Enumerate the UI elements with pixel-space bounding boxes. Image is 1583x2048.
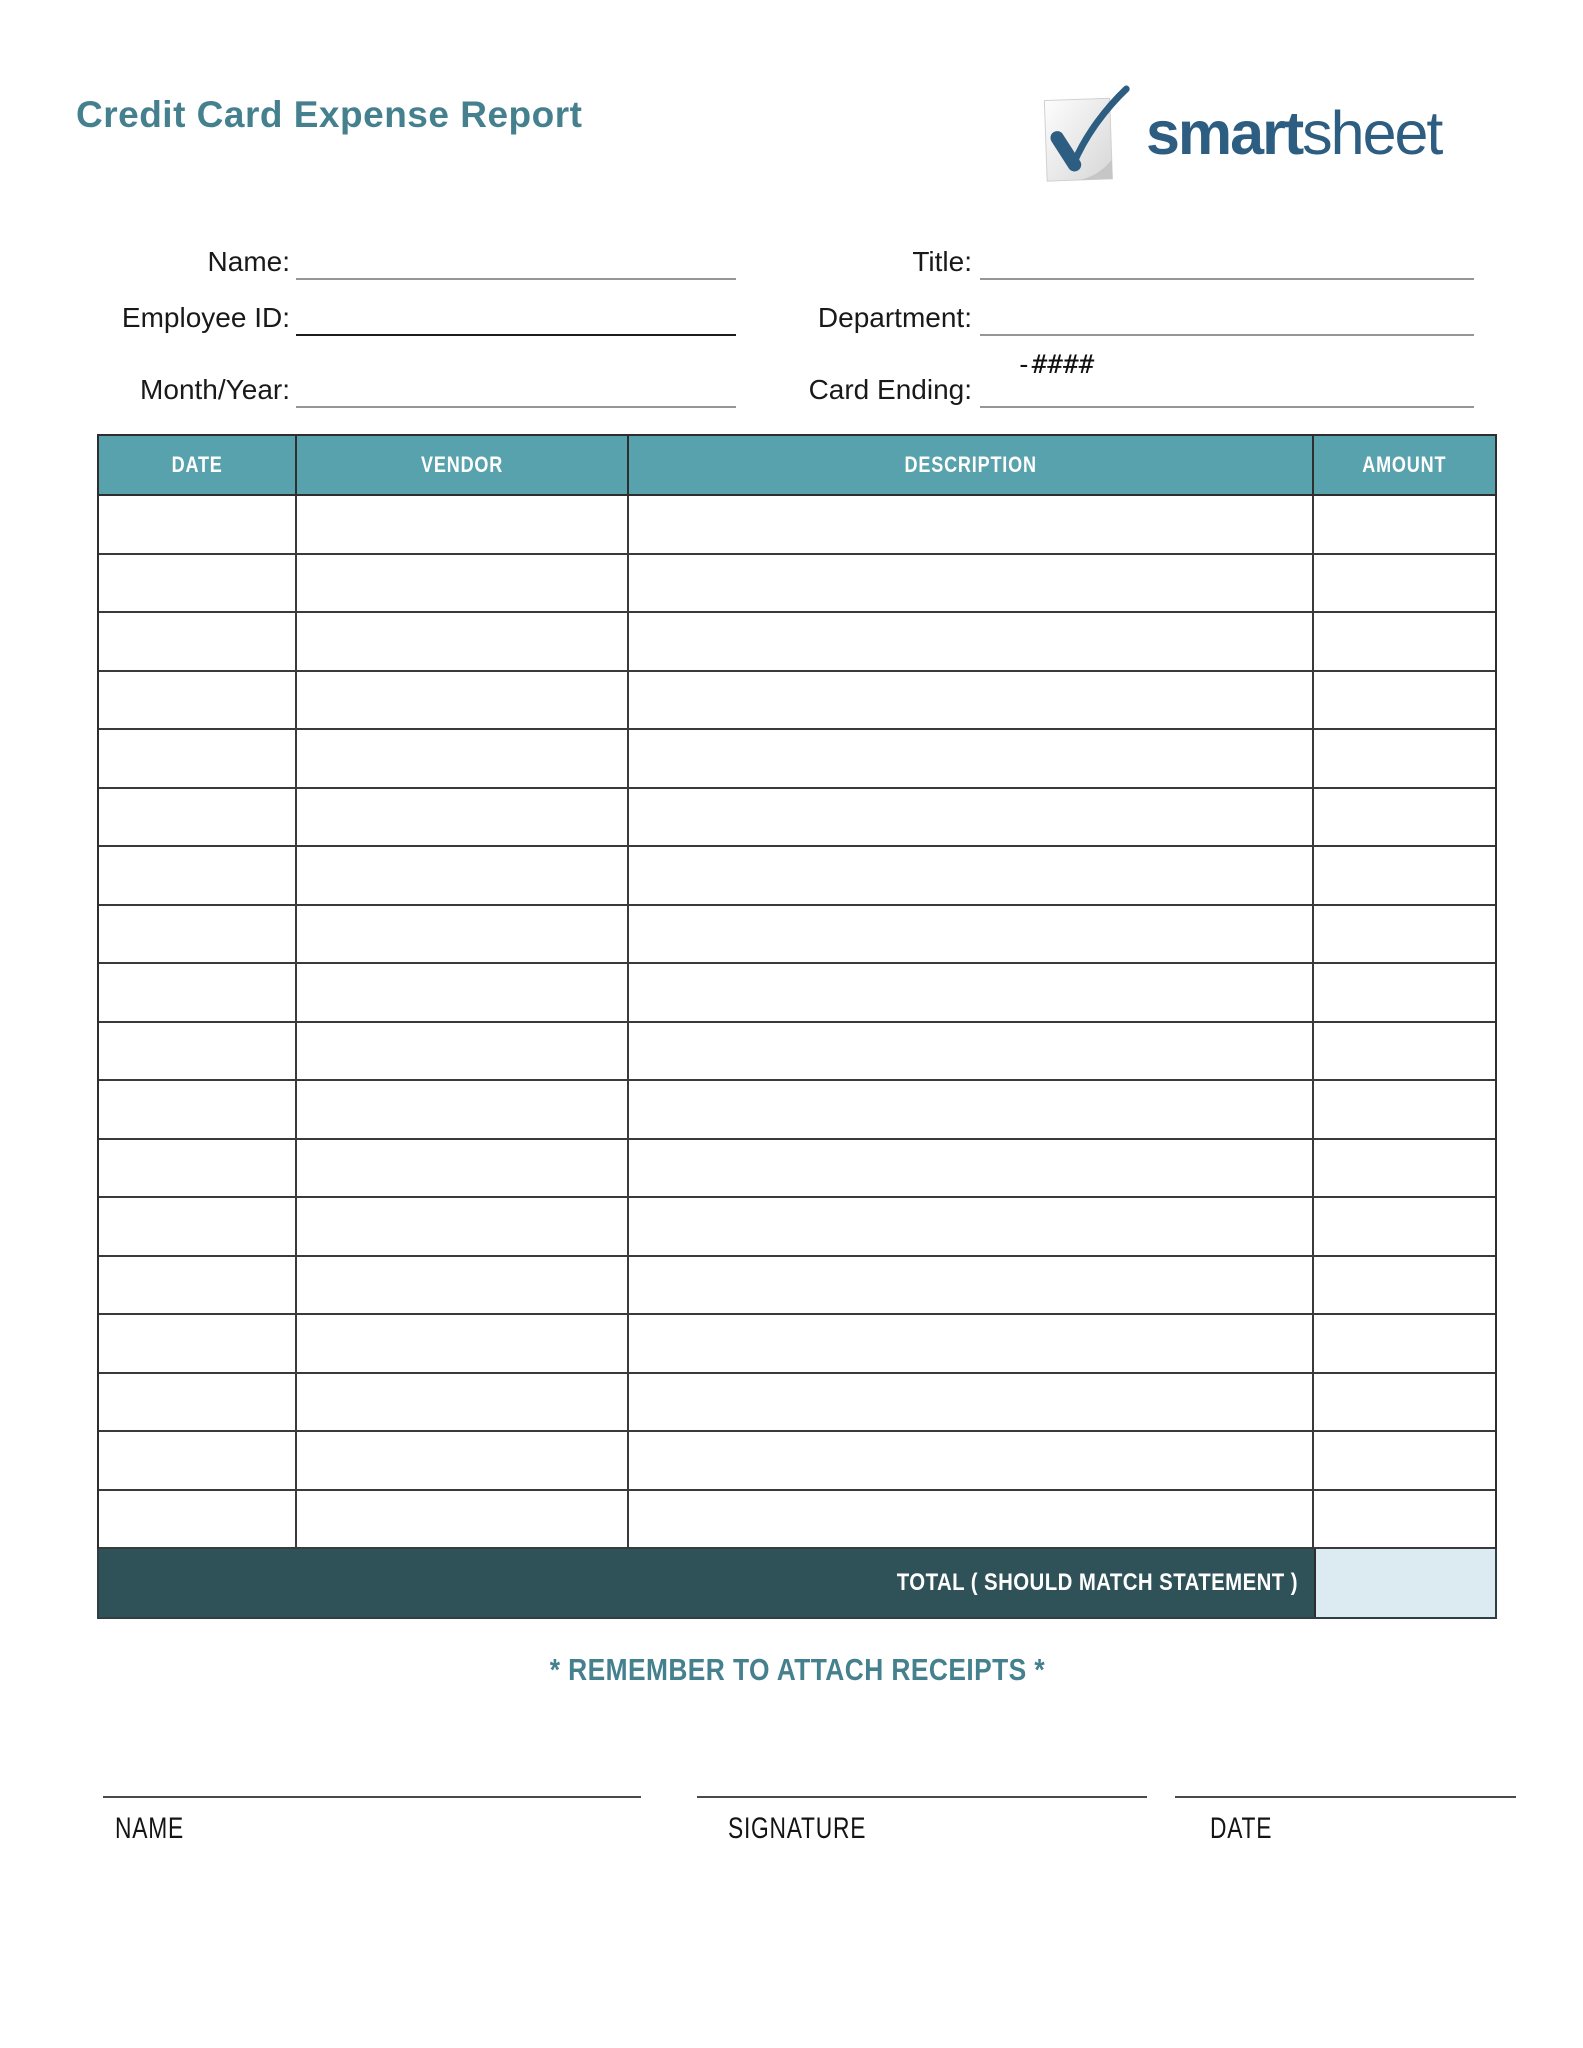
month-year-input-line[interactable] bbox=[296, 406, 736, 408]
department-input-line[interactable] bbox=[980, 334, 1474, 336]
table-cell[interactable] bbox=[297, 1257, 629, 1314]
signature-signature-line[interactable] bbox=[697, 1796, 1147, 1798]
table-cell[interactable] bbox=[297, 1315, 629, 1372]
table-cell[interactable] bbox=[629, 847, 1314, 904]
table-cell[interactable] bbox=[1314, 964, 1495, 1021]
table-cell[interactable] bbox=[297, 613, 629, 670]
column-header-vendor: VENDOR bbox=[297, 436, 629, 494]
table-cell[interactable] bbox=[629, 1198, 1314, 1255]
table-cell[interactable] bbox=[297, 1081, 629, 1138]
table-cell[interactable] bbox=[629, 613, 1314, 670]
table-cell[interactable] bbox=[297, 672, 629, 729]
table-row bbox=[99, 672, 1495, 731]
table-row bbox=[99, 789, 1495, 848]
table-cell[interactable] bbox=[297, 1432, 629, 1489]
table-cell[interactable] bbox=[99, 1315, 297, 1372]
table-cell[interactable] bbox=[99, 672, 297, 729]
table-cell[interactable] bbox=[1314, 730, 1495, 787]
attach-receipts-note: * REMEMBER TO ATTACH RECEIPTS * bbox=[549, 1652, 1045, 1687]
table-cell[interactable] bbox=[99, 730, 297, 787]
table-cell[interactable] bbox=[297, 906, 629, 963]
table-cell[interactable] bbox=[1314, 1432, 1495, 1489]
table-cell[interactable] bbox=[99, 789, 297, 846]
table-cell[interactable] bbox=[297, 1140, 629, 1197]
table-cell[interactable] bbox=[99, 1432, 297, 1489]
table-cell[interactable] bbox=[297, 555, 629, 612]
table-cell[interactable] bbox=[1314, 1140, 1495, 1197]
table-row bbox=[99, 964, 1495, 1023]
table-cell[interactable] bbox=[629, 1315, 1314, 1372]
signature-signature-label: SIGNATURE bbox=[728, 1812, 867, 1845]
table-cell[interactable] bbox=[99, 1140, 297, 1197]
name-input-line[interactable] bbox=[296, 278, 736, 280]
column-header-amount: AMOUNT bbox=[1362, 452, 1447, 477]
table-cell[interactable] bbox=[99, 613, 297, 670]
table-cell[interactable] bbox=[1314, 789, 1495, 846]
table-total-row bbox=[97, 1549, 1497, 1619]
signature-date-label: DATE bbox=[1210, 1812, 1273, 1845]
title-input-line[interactable] bbox=[980, 278, 1474, 280]
table-cell[interactable] bbox=[629, 1257, 1314, 1314]
table-cell[interactable] bbox=[629, 730, 1314, 787]
table-cell[interactable] bbox=[1314, 1198, 1495, 1255]
date-signature-line[interactable] bbox=[1175, 1796, 1516, 1798]
expense-table bbox=[97, 434, 1497, 1619]
table-row bbox=[99, 613, 1495, 672]
column-header-date: DATE bbox=[99, 436, 297, 494]
department-label: Department: bbox=[817, 302, 972, 333]
table-row bbox=[99, 1315, 1495, 1374]
table-row bbox=[99, 730, 1495, 789]
table-row bbox=[99, 847, 1495, 906]
table-cell[interactable] bbox=[629, 496, 1314, 553]
table-cell[interactable] bbox=[99, 964, 297, 1021]
table-cell[interactable] bbox=[629, 1081, 1314, 1138]
table-cell[interactable] bbox=[629, 1140, 1314, 1197]
card-ending-label: Card Ending: bbox=[808, 374, 972, 405]
table-cell[interactable] bbox=[629, 906, 1314, 963]
table-cell[interactable] bbox=[99, 1257, 297, 1314]
total-label: TOTAL ( SHOULD MATCH STATEMENT ) bbox=[896, 1569, 1298, 1596]
table-cell[interactable] bbox=[99, 1081, 297, 1138]
table-cell[interactable] bbox=[1314, 555, 1495, 612]
total-value-cell[interactable] bbox=[1314, 1549, 1495, 1617]
table-cell[interactable] bbox=[99, 496, 297, 553]
table-cell[interactable] bbox=[99, 1198, 297, 1255]
table-cell[interactable] bbox=[1314, 613, 1495, 670]
table-cell[interactable] bbox=[629, 1374, 1314, 1431]
table-cell[interactable] bbox=[629, 1023, 1314, 1080]
table-cell[interactable] bbox=[1314, 1081, 1495, 1138]
table-row bbox=[99, 1491, 1495, 1550]
employee-id-label: Employee ID: bbox=[121, 302, 290, 333]
table-cell[interactable] bbox=[297, 1023, 629, 1080]
table-cell[interactable] bbox=[1314, 1315, 1495, 1372]
table-row bbox=[99, 906, 1495, 965]
table-cell[interactable] bbox=[629, 1491, 1314, 1548]
table-cell[interactable] bbox=[1314, 1491, 1495, 1548]
smartsheet-logo bbox=[1038, 82, 1518, 182]
table-cell[interactable] bbox=[99, 1023, 297, 1080]
table-row bbox=[99, 496, 1495, 555]
column-header-description: DESCRIPTION bbox=[629, 436, 1314, 494]
card-ending-input-line[interactable] bbox=[980, 406, 1474, 408]
smartsheet-logo-text bbox=[1146, 98, 1441, 168]
table-cell[interactable] bbox=[629, 1432, 1314, 1489]
table-cell[interactable] bbox=[629, 964, 1314, 1021]
table-cell[interactable] bbox=[99, 847, 297, 904]
table-cell[interactable] bbox=[1314, 1257, 1495, 1314]
table-cell[interactable] bbox=[297, 847, 629, 904]
table-body bbox=[97, 496, 1497, 1549]
table-cell[interactable] bbox=[297, 964, 629, 1021]
table-cell[interactable] bbox=[1314, 1023, 1495, 1080]
table-cell[interactable] bbox=[99, 906, 297, 963]
table-cell[interactable] bbox=[629, 555, 1314, 612]
total-label-cell bbox=[99, 1549, 1314, 1617]
table-cell[interactable] bbox=[1314, 1374, 1495, 1431]
card-ending-value[interactable]: -#### bbox=[1016, 350, 1095, 380]
smartsheet-checkmark-icon bbox=[1038, 84, 1134, 184]
table-cell[interactable] bbox=[99, 1374, 297, 1431]
table-row bbox=[99, 1198, 1495, 1257]
table-row bbox=[99, 555, 1495, 614]
table-cell[interactable] bbox=[1314, 847, 1495, 904]
month-year-label: Month/Year: bbox=[140, 374, 290, 405]
table-row bbox=[99, 1081, 1495, 1140]
table-cell[interactable] bbox=[629, 789, 1314, 846]
table-row bbox=[99, 1374, 1495, 1433]
name-label: Name: bbox=[207, 246, 290, 277]
table-cell[interactable] bbox=[1314, 906, 1495, 963]
table-cell[interactable] bbox=[297, 1491, 629, 1548]
table-cell[interactable] bbox=[629, 672, 1314, 729]
table-cell[interactable] bbox=[297, 730, 629, 787]
table-row bbox=[99, 1023, 1495, 1082]
table-cell[interactable] bbox=[1314, 672, 1495, 729]
table-cell[interactable] bbox=[297, 496, 629, 553]
table-header-row bbox=[97, 434, 1497, 496]
table-cell[interactable] bbox=[297, 1198, 629, 1255]
table-cell[interactable] bbox=[99, 1491, 297, 1548]
logo-sheet: sheet bbox=[1302, 99, 1442, 167]
logo-smart: smart bbox=[1146, 99, 1303, 167]
title-label: Title: bbox=[912, 246, 972, 277]
table-row bbox=[99, 1432, 1495, 1491]
table-row bbox=[99, 1257, 1495, 1316]
table-cell[interactable] bbox=[297, 789, 629, 846]
table-cell[interactable] bbox=[99, 555, 297, 612]
table-row bbox=[99, 1140, 1495, 1199]
table-cell[interactable] bbox=[1314, 496, 1495, 553]
employee-id-input-line[interactable] bbox=[296, 334, 736, 336]
name-signature-line[interactable] bbox=[103, 1796, 641, 1798]
page-title: Credit Card Expense Report bbox=[76, 94, 583, 135]
signature-name-label: NAME bbox=[115, 1812, 184, 1845]
table-cell[interactable] bbox=[297, 1374, 629, 1431]
